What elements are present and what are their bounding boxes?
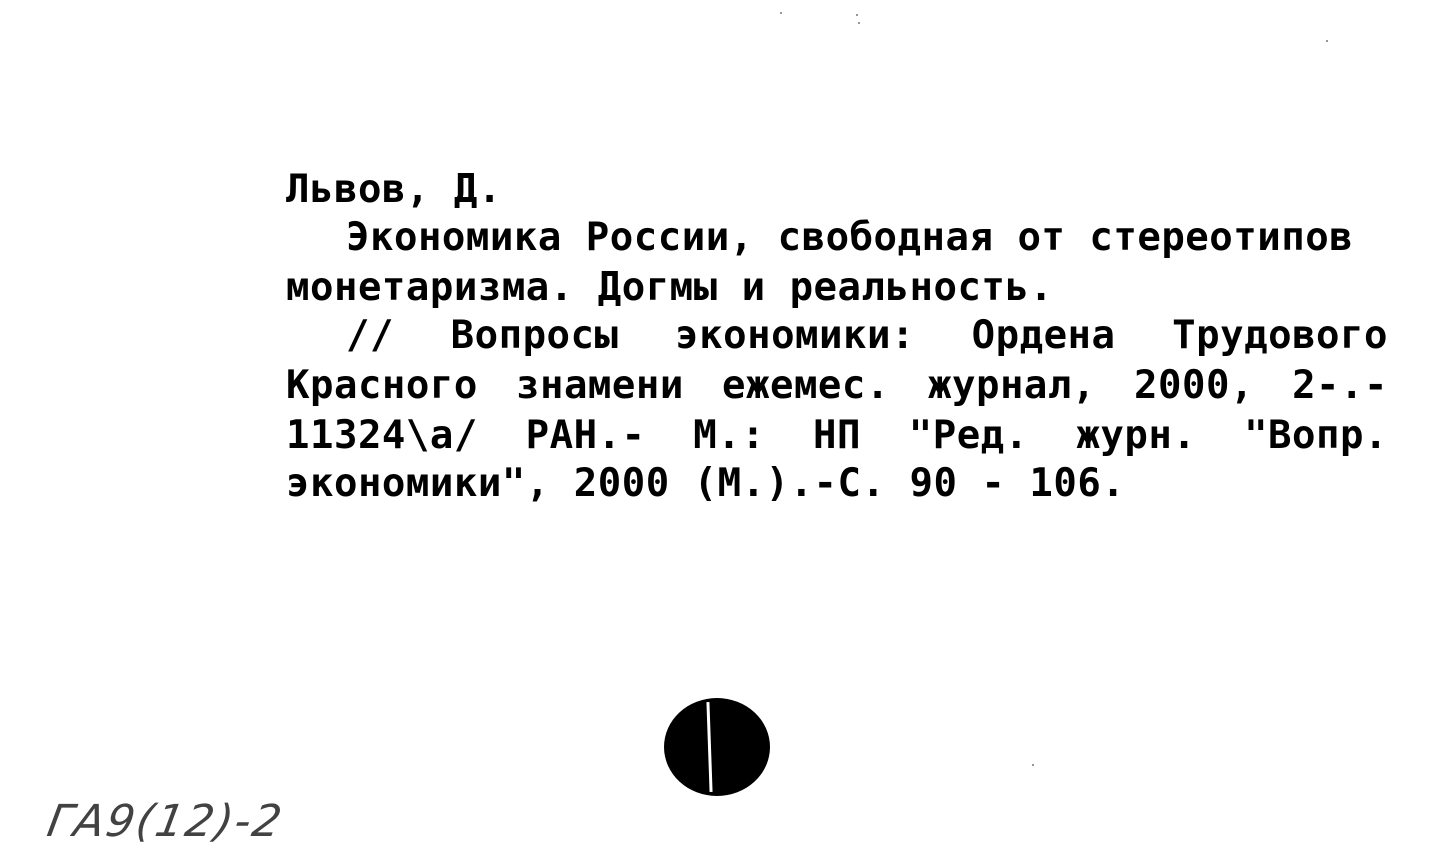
- source-word: Трудового: [1172, 313, 1388, 358]
- card-title-line-1: Экономика России, свободная от стереотипов: [346, 215, 1354, 260]
- scan-speck: [780, 12, 782, 14]
- card-title-line-2: монетаризма. Догмы и реальность.: [286, 265, 1054, 310]
- source-word: "Ред.: [908, 413, 1029, 458]
- punch-hole: [664, 698, 770, 796]
- source-word: Ордена: [971, 313, 1116, 358]
- source-word: знамени: [515, 363, 684, 408]
- scan-speck: [856, 14, 858, 16]
- source-word: экономики:: [675, 313, 915, 358]
- scan-speck: [858, 22, 860, 24]
- card-source-line-3: [286, 412, 1388, 460]
- card-author: Львов, Д.: [286, 167, 502, 212]
- source-word: Вопросы: [450, 313, 619, 358]
- source-word: 2000,: [1134, 363, 1254, 408]
- source-word: НП: [813, 413, 861, 458]
- scan-speck: [1326, 40, 1328, 42]
- source-word: Красного: [286, 363, 478, 408]
- scan-speck: [1032, 764, 1034, 766]
- source-word: ежемес.: [722, 363, 890, 408]
- card-source-line-4: экономики", 2000 (М.).-С. 90 - 106.: [286, 461, 1126, 506]
- card-source-line-1: [346, 312, 1388, 360]
- source-word: 11324\a/: [286, 413, 478, 458]
- card-source-line-2: [286, 362, 1388, 410]
- source-word: "Вопр.: [1244, 413, 1388, 458]
- source-word: журн.: [1076, 413, 1197, 458]
- handwritten-shelfmark: ГА9(12)-2: [43, 796, 288, 847]
- source-word: РАН.-: [525, 413, 646, 458]
- source-word: М.:: [693, 413, 766, 458]
- source-word: журнал,: [928, 363, 1096, 408]
- source-word: 2-.-: [1292, 363, 1388, 408]
- source-word: //: [346, 313, 394, 358]
